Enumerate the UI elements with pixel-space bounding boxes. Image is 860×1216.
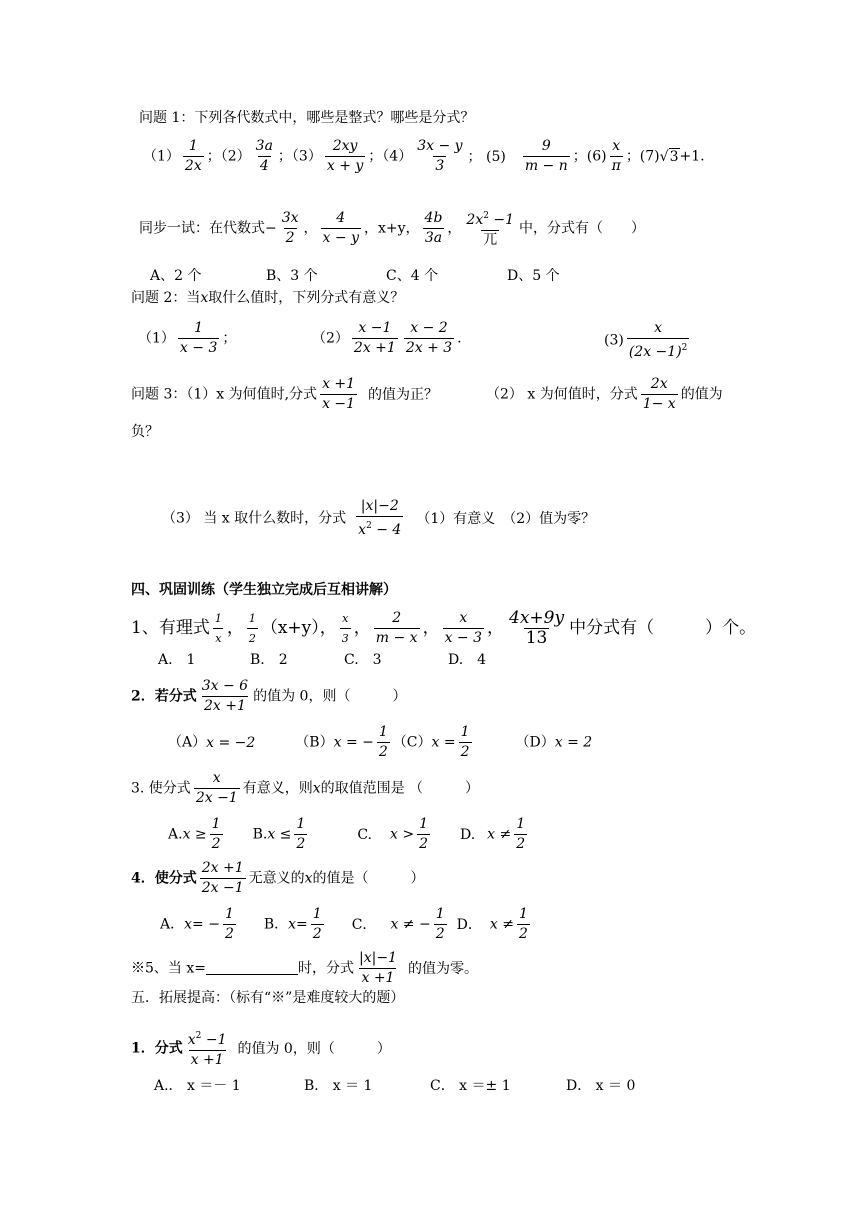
fraction: $\frac{1}{2}$	[419, 816, 428, 852]
s5-option-b: B． x ＝ 1	[304, 1078, 373, 1094]
section-5-heading: 五．拓展提高：（标有“※”是难度较大的题）	[131, 990, 405, 1006]
fraction: $\frac{1}{2}$	[378, 724, 388, 760]
fraction: $\frac{|x|-1}{x +1}$	[358, 950, 397, 986]
s5-option-d: D． x ＝ 0	[566, 1078, 636, 1094]
fraction: $\frac{x +1}{x -1}$	[322, 376, 356, 412]
square-root: √3	[659, 148, 679, 165]
q2-item-3: (3) $\frac{x}{(2x -1)^2}$	[604, 320, 688, 360]
fraction: $\frac{x}{(2x -1)^2}$	[628, 320, 688, 360]
s4-p4-options: A．x= − $\frac{1}{2}$ B．x= $\frac{1}{2}$ C． x ≠ − $\frac{1}{2}$ D． x ≠ $\frac{1}{2}$	[160, 906, 528, 942]
fraction: $\frac{1}{x - 3}$	[179, 320, 218, 356]
section-4-heading: 四、巩固训练（学生独立完成后互相讲解）	[131, 582, 397, 598]
s4-problem-4: 4．使分式 $\frac{2x +1}{2x -1}$ 无意义的x的值是（ ）	[131, 860, 425, 896]
s4-problem-5: ※5、当 x= 时，分式 $\frac{|x|-1}{x +1}$ 的值为零。	[131, 950, 478, 986]
fraction: $\frac{1}{2x}$	[184, 138, 202, 174]
fraction: $\frac{2x^2 -1}{\text{兀}}$	[466, 211, 515, 248]
fraction: $\frac{2}{m - x}$	[375, 610, 418, 646]
fraction: $\frac{3x - y}{3}$	[417, 138, 463, 174]
fraction: $\frac{x -1}{2x +1}$	[353, 320, 396, 356]
s4-p1-option-b: B. 2	[250, 652, 288, 668]
fraction: $\frac{2x}{1- x}$	[642, 376, 676, 412]
s4-problem-1: 1、有理式 $\frac{1}{x}$ ， $\frac{1}{2}$ （x+y）， $\frac{x}{3}$ ， $\frac{2}{m - x}$ ， $\frac{x}{x - 3}$ ， $\frac{4x+9y}{13}$ 中分式有（ ）个。	[131, 608, 757, 648]
q2-item-1: （1） $\frac{1}{x - 3}$ ；	[138, 320, 237, 356]
q3-part-1: 问题 3：（1）x 为何值时,分式 $\frac{x +1}{x -1}$ 的值为正？	[131, 376, 439, 412]
q1-title: 问题 1：下列各代数式中，哪些是整式？哪些是分式？	[139, 110, 475, 126]
sync-option-b: B、3 个	[266, 268, 318, 284]
s4-p1-option-c: C. 3	[344, 652, 382, 668]
fraction: $\frac{3x}{2}$	[281, 210, 299, 246]
q2-item-2: （2） $\frac{x -1}{2x +1}$ $\frac{x - 2}{2x + 3}$ .	[312, 320, 462, 356]
s5-option-c: C． x ＝± 1	[430, 1078, 511, 1094]
s4-p3-options: A.x ≥ $\frac{1}{2}$ B.x ≤ $\frac{1}{2}$ C. x > $\frac{1}{2}$ D. x ≠ $\frac{1}{2}$	[168, 816, 526, 852]
fraction: $\frac{1}{2}$	[312, 906, 322, 942]
s4-p2-options: （A）x = −2 （B）x = − $\frac{1}{2}$ （C）x = $\frac{1}{2}$ （D）x = 2	[168, 724, 593, 760]
fraction: $\frac{x}{2x -1}$	[195, 770, 238, 806]
s4-problem-3: 3. 使分式 $\frac{x}{2x -1}$ 有意义，则x的取值范围是 （ ）	[131, 770, 480, 806]
fraction: $\frac{1}{2}$	[296, 816, 306, 852]
s4-p1-option-a: A. 1	[158, 652, 196, 668]
sync-option-d: D、5 个	[507, 268, 560, 284]
fraction: $\frac{x^2 -1}{x +1}$	[187, 1031, 227, 1068]
fraction: $\frac{2xy}{x + y}$	[326, 138, 364, 174]
q2-title: 问题 2：当x取什么值时，下列分式有意义？	[131, 290, 405, 306]
fraction: $\frac{4}{x - y}$	[322, 210, 359, 246]
fraction: $\frac{|x|-2}{x^2 - 4}$	[358, 498, 402, 538]
fraction: $\frac{4b}{3a}$	[424, 210, 443, 246]
fraction: $\frac{1}{2}$	[460, 724, 470, 760]
fraction: $\frac{x}{x - 3}$	[444, 610, 483, 646]
q1-expressions: （1） $\frac{1}{2x}$ ；（2） $\frac{3a}{4}$ ；（3） $\frac{2xy}{x + y}$ ；（4） $\frac{3x - y}{3}$ ； (5) $\frac{9}{m - n}$ ；(6) $\frac{x}{\pi}$ ；(7)√3+1.	[143, 138, 705, 174]
answer-blank[interactable]	[206, 960, 298, 975]
q3-wrap: 负？	[131, 424, 159, 440]
s5-problem-1: 1．分式 $\frac{x^2 -1}{x +1}$ 的值为 0，则（ ）	[131, 1028, 391, 1069]
fraction: $\frac{3x - 6}{2x +1}$	[201, 678, 249, 714]
fraction: $\frac{1}{2}$	[516, 816, 526, 852]
sync-question: 同步一试：在代数式− $\frac{3x}{2}$ ， $\frac{4}{x - y}$ ，x+y， $\frac{4b}{3a}$ ， $\frac{2x^2 -1}{\text{兀}}$ 中，分式有（ ）	[139, 210, 646, 248]
fraction: $\frac{x - 2}{2x + 3}$	[405, 320, 453, 356]
fraction: $\frac{x}{3}$	[341, 612, 349, 645]
q3-part-3: （3） 当 x 取什么数时，分式 $\frac{|x|-2}{x^2 - 4}$ （1）有意义 （2）值为零？	[162, 498, 596, 538]
s4-problem-2: 2．若分式 $\frac{3x - 6}{2x +1}$ 的值为 0，则（ ）	[131, 678, 407, 714]
fraction: $\frac{1}{2}$	[211, 816, 221, 852]
fraction: $\frac{1}{x}$	[214, 612, 222, 645]
sync-option-a: A、2 个	[150, 268, 202, 284]
fraction: $\frac{2x +1}{2x -1}$	[201, 860, 244, 896]
fraction: $\frac{4x+9y}{13}$	[509, 608, 565, 648]
fraction: $\frac{3a}{4}$	[255, 138, 273, 174]
fraction: $\frac{9}{m - n}$	[524, 138, 568, 174]
fraction: $\frac{1}{2}$	[518, 906, 528, 942]
s5-option-a: A.． x ＝－ 1	[154, 1078, 241, 1094]
sync-option-c: C、4 个	[386, 268, 439, 284]
fraction: $\frac{1}{2}$	[224, 906, 234, 942]
s4-p1-option-d: D. 4	[448, 652, 487, 668]
fraction: $\frac{x}{\pi}$	[611, 138, 621, 174]
q3-part-2: （2） x 为何值时，分式 $\frac{2x}{1- x}$ 的值为	[486, 376, 723, 412]
fraction: $\frac{1}{2}$	[248, 612, 256, 645]
fraction: $\frac{1}{2}$	[435, 906, 445, 942]
